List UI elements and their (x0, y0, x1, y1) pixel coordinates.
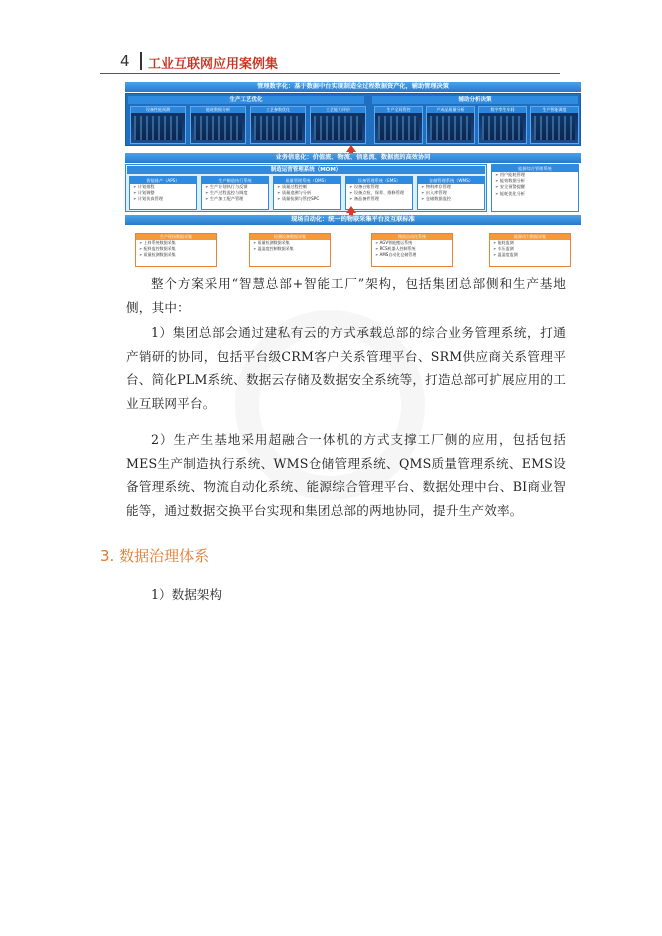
production-opt-title: 生产工艺优化 (128, 96, 364, 104)
field-item: ➢ 水压监测 (493, 246, 514, 251)
field-item: ➢ 上料系统数据采集 (139, 240, 176, 245)
factory-paragraph: 2）生产生基地采用超融合一体机的方式支撑工厂侧的应用，包括包括MES生产制造执行系统、WMS仓储管理系统、QMS质量管理系统、EMS设备管理系统、物流自动化系统、能源综合管理平台、数据处理中台、BI商业智能等，通过数据交换平台实现和集团总部的两地协同，提升生产效率。 (126, 432, 566, 518)
mom-item: ➢ 计划仿真管理 (133, 196, 163, 202)
field-module (135, 233, 217, 267)
field-item: ➢ 温湿度控制数据采集 (253, 246, 294, 251)
decision-title: 辅助分析决策 (372, 96, 578, 104)
mom-module (129, 176, 197, 210)
screen-label: 生产全局管控 (375, 107, 422, 113)
screen-thumbnail (374, 106, 423, 144)
mom-module-title: 生产制造执行系统 (202, 177, 268, 184)
field-item: ➢ AGV智能搬运系统 (375, 240, 413, 245)
mom-item: ➢ 物料库存管理 (421, 184, 451, 189)
field-item: ➢ RCS机器人控制系统 (375, 246, 416, 251)
mom-module (273, 176, 341, 210)
header-rule (100, 73, 560, 74)
screen-preview (378, 116, 419, 140)
screen-thumbnail (130, 106, 186, 144)
mom-module-title: 智能排产（APS） (130, 177, 196, 184)
field-item: ➢ AMS自动化仓储管理 (375, 252, 417, 257)
screen-preview (134, 116, 182, 140)
field-module (249, 233, 331, 267)
screen-preview (254, 116, 302, 140)
up-arrow-icon (346, 145, 356, 152)
screen-thumbnail (530, 106, 579, 144)
screen-label: 能耗数据分析 (191, 107, 245, 113)
subsection-heading: 1）数据架构 (151, 587, 222, 602)
field-item: ➢ 质量检测数据采集 (139, 252, 176, 257)
screen-label: 生产智能调度 (531, 107, 578, 113)
field-module-title: 检测设备数据采集 (250, 234, 330, 240)
up-arrow-icon (346, 206, 356, 213)
field-item: ➢ 温湿度监测 (493, 252, 518, 257)
screen-label: 数字孪生车间 (479, 107, 526, 113)
mom-item: ➢ 质量检测与管控SPC (277, 196, 320, 202)
mom-module (417, 176, 485, 210)
header-divider (140, 52, 142, 70)
mom-item: ➢ 设备台账管理 (349, 184, 379, 189)
screen-label: 设备性能预测 (131, 107, 185, 113)
business-band: 业务信息化：价值流、物流、信息流、数据流的高效协同 (125, 153, 581, 163)
screen-thumbnail (426, 106, 475, 144)
energy-item: ➢ 安全预警提醒 (495, 184, 525, 190)
mom-item: ➢ 质量过程控制 (277, 184, 307, 189)
top-panel (125, 93, 581, 146)
mom-module-title: 设备管理系统（EMS） (346, 177, 412, 184)
mom-module (201, 176, 269, 210)
field-module-title: 物流自动化系统 (372, 234, 452, 240)
screen-label: 产成品质量分析 (427, 107, 474, 113)
intro-paragraph: 整个方案采用“智慧总部+智能工厂”架构，包括集团总部侧和生产基地侧，其中： (126, 276, 566, 315)
energy-item: ➢ 用户能耗管理 (495, 172, 525, 177)
field-item: ➢ 质量检测数据采集 (253, 240, 290, 245)
energy-module-title: 能源综合管理系统 (492, 165, 578, 172)
screen-thumbnail (478, 106, 527, 144)
page-number: 4 (120, 52, 130, 70)
field-item: ➢ 配料监控数据采集 (139, 246, 176, 251)
screen-preview (534, 116, 575, 140)
mom-panel (125, 164, 487, 212)
mom-item: ➢ 备品备件管理 (349, 196, 379, 202)
mom-item: ➢ 仓储数据监控 (421, 196, 451, 202)
management-band: 管理数字化：基于数据中台实现制造全过程数据资产化，辅助管理决策 (125, 82, 581, 92)
screen-thumbnail (250, 106, 306, 144)
mom-item: ➢ 计划排程 (133, 184, 155, 189)
mom-module (345, 176, 413, 210)
screen-label: 工艺能力评价 (311, 107, 365, 113)
hq-paragraph: 1）集团总部会通过建私有云的方式承载总部的综合业务管理系统，打通产销研的协同，包括平台级CRM客户关系管理平台、SRM供应商关系管理平台、简化PLM系统、数据云存储及数据安全系统等，打造总部可扩展应用的工业互联网平台。 (126, 325, 566, 411)
field-module (371, 233, 453, 267)
field-module-title: 能源动力数据采集 (490, 234, 570, 240)
energy-item: ➢ 能耗优化分析 (495, 190, 525, 196)
screen-preview (430, 116, 471, 140)
field-item: ➢ 能耗监测 (493, 240, 514, 245)
field-module-title: 生产现场数据采集 (136, 234, 216, 240)
mom-item: ➢ 质量追溯与分析 (277, 190, 312, 196)
energy-module (491, 164, 579, 212)
running-title: 工业互联网应用案例集 (148, 57, 279, 72)
field-band: 现场自动化：统一的物联采集平台及互联标准 (125, 215, 581, 225)
mom-item: ➢ 计划调整 (133, 190, 155, 196)
screen-thumbnail (310, 106, 366, 144)
page-header (100, 50, 560, 74)
screen-preview (194, 116, 242, 140)
mom-item: ➢ 生产计划执行与反馈 (205, 184, 248, 189)
field-module (489, 233, 571, 267)
energy-item: ➢ 能效数据分析 (495, 178, 525, 184)
mom-item: ➢ 生产加工配产管理 (205, 196, 244, 202)
mom-module-title: 仓储管理系统（WMS） (418, 177, 484, 184)
mom-item: ➢ 生产过程监控与调度 (205, 190, 248, 196)
mom-item: ➢ 出入库管理 (421, 190, 447, 196)
screen-thumbnail (190, 106, 246, 144)
mom-title: 制造运营管理系统（MOM） (127, 166, 485, 174)
mom-item: ➢ 设备点检、保养、维修管理 (349, 190, 405, 196)
screen-label: 工艺参数优化 (251, 107, 305, 113)
architecture-figure (125, 82, 581, 270)
screen-preview (482, 116, 523, 140)
section-heading: 3. 数据治理体系 (100, 547, 210, 565)
screen-preview (314, 116, 362, 140)
mom-module-title: 质量管理系统（QMS） (274, 177, 340, 184)
